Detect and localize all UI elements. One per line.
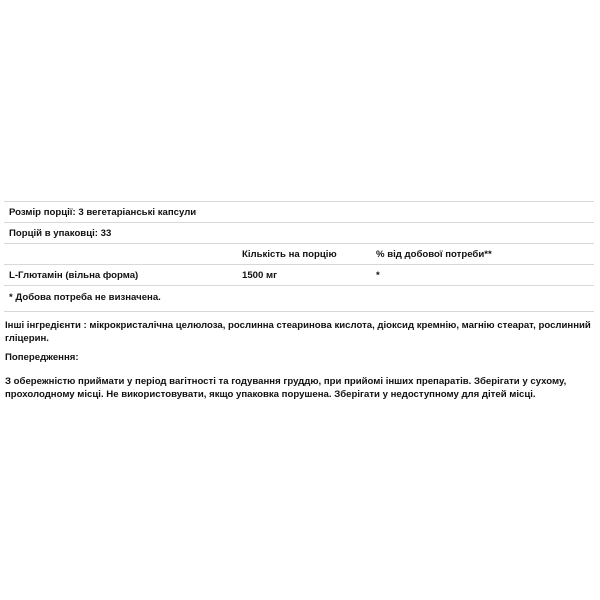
ingredient-daily-value: * (376, 270, 380, 281)
supplement-facts-table (4, 201, 594, 312)
table-header-row (4, 244, 594, 265)
serving-size-row (4, 202, 594, 223)
daily-value-footnote: * Добова потреба не визначена. (9, 292, 161, 303)
amount-header: Кількість на порцію (242, 249, 337, 260)
ingredient-name: L-Глютамін (вільна форма) (9, 270, 139, 281)
warnings-title: Попередження: (5, 352, 79, 363)
table-row (4, 265, 594, 286)
serving-size: Розмір порції: 3 вегетаріанські капсули (9, 207, 197, 218)
ingredient-amount: 1500 мг (242, 270, 278, 281)
servings-per-container: Порцій в упаковці: 33 (9, 228, 112, 239)
daily-value-header: % від добової потреби** (376, 249, 492, 260)
servings-per-container-row (4, 223, 594, 244)
footnote-row (4, 286, 594, 312)
other-ingredients: Інші інгредієнти : мікрокристалічна целюлоза, рослинна стеаринова кислота, діоксид кремнію, магнію стеарат, рослинний гліцерин. (5, 320, 591, 344)
warnings-text: З обережністю приймати у період вагітності та годування груддю, при прийомі інших препаратів. Зберігати у сухому, прохолодному місці. Не використовувати, якщо упаковка порушена. Зберігати у недоступному для дітей місці. (5, 376, 567, 400)
